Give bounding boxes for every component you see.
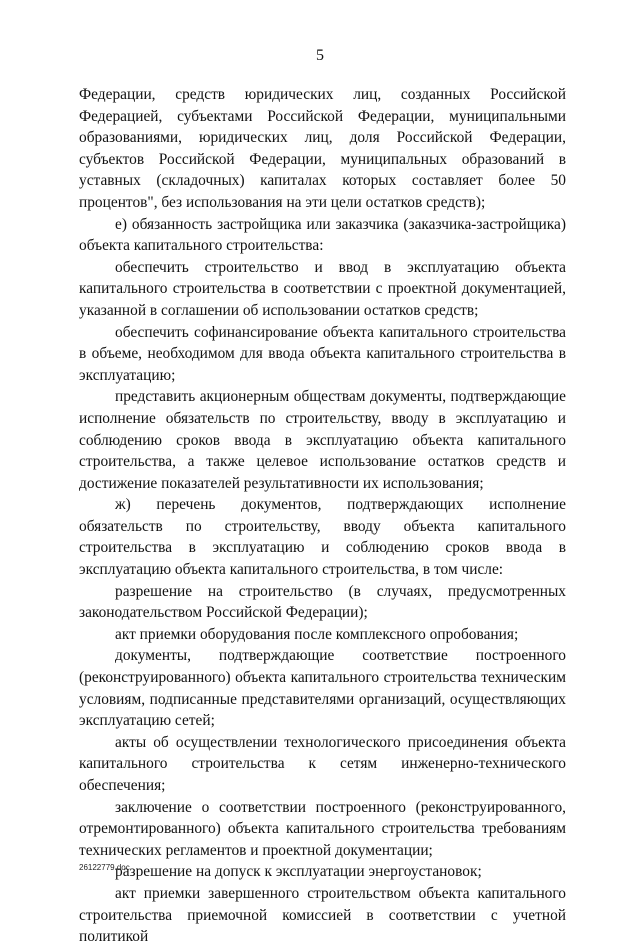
document-filename-footer: 26122779.doc [79, 863, 130, 872]
paragraph-continuation: Федерации, средств юридических лиц, созданных Российской Федерацией, субъектами Российской Федерации, муниципальными образованиями, юридических лиц, доля Российской Федерации, субъектов Российской Федерации, муниципальных образований в уставных (складочных) капиталах которых составляет более 50 процентов", без использования на эти цели остатков средств); [79, 86, 566, 211]
paragraph-item-zh: ж) перечень документов, подтверждающих исполнение обязательств по строительству, вводу объекта капитального строительства в эксплуатацию и соблюдению сроков ввода в эксплуатацию объекта капитального строительства, в том числе: [79, 496, 566, 579]
paragraph-ensure-construction: обеспечить строительство и ввод в эксплуатацию объекта капитального строительства в соответствии с проектной документацией, указанной в соглашении об использовании остатков средств; [79, 258, 566, 319]
paragraph-conformity-conclusion: заключение о соответствии построенного (реконструированного, отремонтированного) объекта капитального строительства требованиям технических регламентов и проектной документации; [79, 798, 566, 859]
paragraph-completion-acceptance: акт приемки завершенного строительством объекта капитального строительства приемочной комиссией в соответствии с учетной политикой [79, 884, 566, 946]
paragraph-connection-acts: акты об осуществлении технологического присоединения объекта капитального строительства к сетям инженерно-технического обеспечения; [79, 733, 566, 794]
paragraph-submit-documents: представить акционерным обществам документы, подтверждающие исполнение обязательств по строительству, вводу в эксплуатацию и соблюдению сроков ввода в эксплуатацию объекта капитального строительства, а также целевое использование остатков средств и достижение показателей результативности их использования; [79, 388, 566, 492]
paragraph-equipment-acceptance: акт приемки оборудования после комплексного опробования; [115, 625, 519, 643]
paragraph-item-e: е) обязанность застройщика или заказчика (заказчика-застройщика) объекта капитального строительства: [79, 215, 566, 255]
paragraph-compliance-documents: документы, подтверждающие соответствие построенного (реконструированного) объекта капитального строительства техническим условиям, подписанные представителями организаций, осуществляющих эксплуатацию сетей; [79, 647, 566, 730]
page-number: 5 [316, 47, 324, 64]
paragraph-cofinancing: обеспечить софинансирование объекта капитального строительства в объеме, необходимом для ввода объекта капитального строительства в эксплуатацию; [79, 323, 566, 384]
paragraph-building-permit: разрешение на строительство (в случаях, предусмотренных законодательством Российской Федерации); [79, 582, 566, 622]
document-body [79, 84, 566, 948]
paragraph-energy-permit: разрешение на допуск к эксплуатации энергоустановок; [115, 863, 482, 881]
